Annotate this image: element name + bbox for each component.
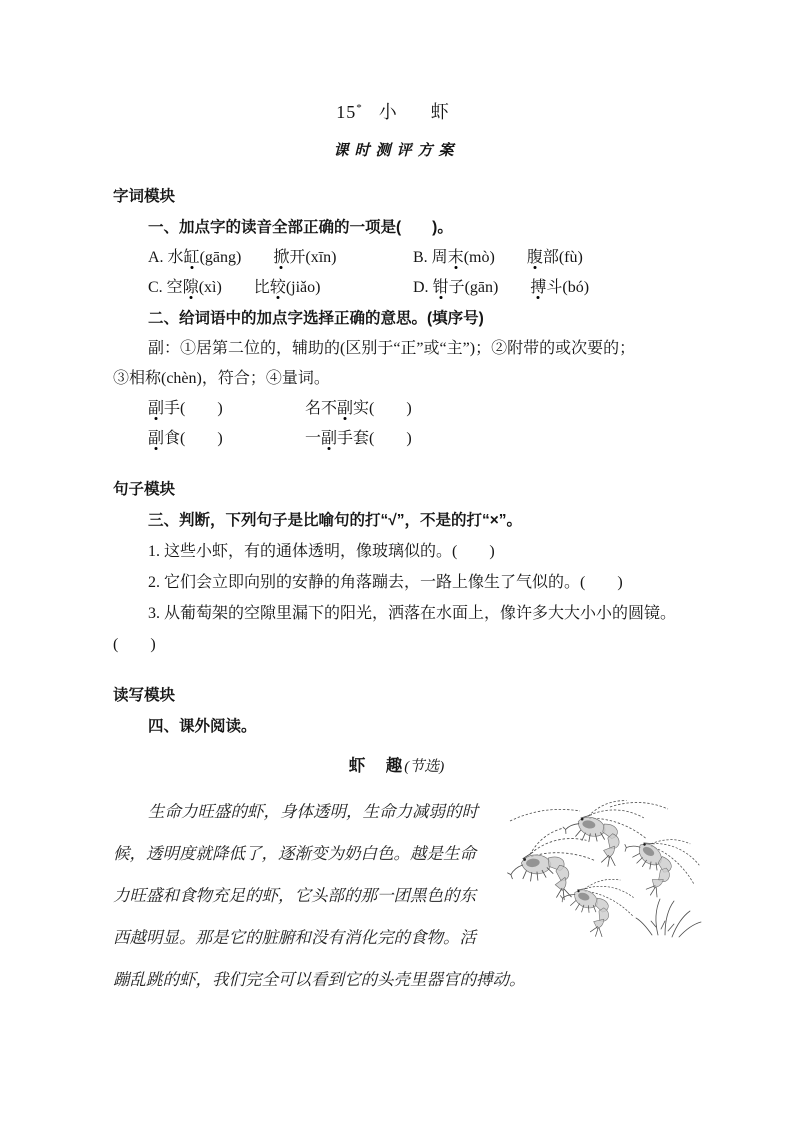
q2-definition-line-2: ③相称(chèn)，符合；④量词。 xyxy=(113,370,330,387)
q3-sentence-2: 2. 它们会立即向别的安静的角落蹦去，一路上像生了气似的。( ) xyxy=(148,574,623,591)
passage-title-note: (节选) xyxy=(404,759,445,775)
q3-sentence-3: 3. 从葡萄架的空隙里漏下的阳光，洒落在水面上，像许多大大小小的圆镜。 xyxy=(148,605,677,622)
q2-items-row-1 xyxy=(113,394,680,424)
q1-options-row-2 xyxy=(113,273,680,303)
lesson-number: 15 xyxy=(336,102,357,122)
lesson-title: 小 虾 xyxy=(378,102,457,122)
emphasized-char: 副 xyxy=(148,430,165,447)
text-segment: 部(fù) xyxy=(542,249,583,266)
q3-stem: 三、判断，下列句子是比喻句的打“√”，不是的打“×”。 xyxy=(148,512,523,529)
text-segment: 子(gān) xyxy=(448,279,531,296)
emphasized-char: 钳 xyxy=(432,279,449,296)
text-segment: 名不 xyxy=(305,400,338,417)
emphasized-char: 搏 xyxy=(530,279,547,296)
lesson-star: * xyxy=(356,102,363,114)
emphasized-char: 腹 xyxy=(526,249,543,266)
text-segment: (gāng) xyxy=(199,249,274,266)
q1-option-b xyxy=(413,243,583,273)
text-segment: (xì) 比 xyxy=(198,279,270,296)
reading-passage xyxy=(113,791,680,1001)
emphasized-char: 副 xyxy=(148,400,165,417)
text-segment: A. 水 xyxy=(148,249,184,266)
q2-items-row-2 xyxy=(113,424,680,454)
q1-option-a xyxy=(148,243,413,273)
passage-line: 生命力旺盛的虾，身体透明，生命力减弱的时 xyxy=(148,802,478,821)
page-subtitle: 课时测评方案 xyxy=(333,143,460,159)
passage-line: 蹦乱跳的虾，我们完全可以看到它的头壳里器官的搏动。 xyxy=(113,970,526,989)
emphasized-char: 副 xyxy=(337,400,354,417)
q1-stem: 一、加点字的读音全部正确的一项是( )。 xyxy=(148,219,453,236)
passage-title-text: 虾 趣 xyxy=(348,756,405,775)
shrimp-ink-illustration xyxy=(490,787,718,947)
passage-line: 力旺盛和食物充足的虾，它头部的那一团黑色的东 xyxy=(113,886,476,905)
q2-item-yifushoutao xyxy=(305,424,412,454)
text-segment: B. 周 xyxy=(413,249,448,266)
text-segment: 开(xīn) xyxy=(289,249,337,266)
q3-sentence-3-answer-blank: ( ) xyxy=(113,636,156,653)
q3-sentence-1: 1. 这些小虾，有的通体透明，像玻璃似的。( ) xyxy=(148,543,495,560)
text-segment: (jiǎo) xyxy=(285,279,321,296)
emphasized-char: 掀 xyxy=(273,249,290,266)
section-heading-reading: 读写模块 xyxy=(113,687,176,704)
text-segment: 斗(bó) xyxy=(546,279,590,296)
q2-item-fushou xyxy=(148,394,305,424)
text-segment: 手套( ) xyxy=(337,430,412,447)
emphasized-char: 末 xyxy=(447,249,464,266)
q1-options-row-1 xyxy=(113,243,680,273)
text-segment: 手( ) xyxy=(164,400,223,417)
q2-item-fushi xyxy=(148,424,305,454)
q2-definition-line-1: 副：①居第二位的，辅助的(区别于“正”或“主”)；②附带的或次要的； xyxy=(148,340,636,357)
passage-line: 西越明显。那是它的脏腑和没有消化完的食物。活 xyxy=(113,928,476,947)
text-segment: C. 空 xyxy=(148,279,183,296)
passage-title xyxy=(113,750,680,783)
text-segment: D. xyxy=(413,279,433,296)
section-heading-sentences: 句子模块 xyxy=(113,481,176,498)
emphasized-char: 较 xyxy=(269,279,286,296)
emphasized-char: 隙 xyxy=(182,279,199,296)
text-segment: 实( ) xyxy=(353,400,412,417)
text-segment: (mò) xyxy=(463,249,527,266)
q2-item-mingbufushi xyxy=(305,394,412,424)
passage-line: 候，透明度就降低了，逐渐变为奶白色。越是生命 xyxy=(113,844,476,863)
q1-option-d xyxy=(413,273,589,303)
text-segment: 食( ) xyxy=(164,430,223,447)
q1-option-c xyxy=(148,273,413,303)
page-title xyxy=(113,96,680,124)
q4-stem: 四、课外阅读。 xyxy=(148,718,257,735)
emphasized-char: 缸 xyxy=(183,249,200,266)
section-heading-words: 字词模块 xyxy=(113,188,176,205)
text-segment: 一 xyxy=(305,430,322,447)
emphasized-char: 副 xyxy=(321,430,338,447)
q2-stem: 二、给词语中的加点字选择正确的意思。(填序号) xyxy=(148,310,484,327)
